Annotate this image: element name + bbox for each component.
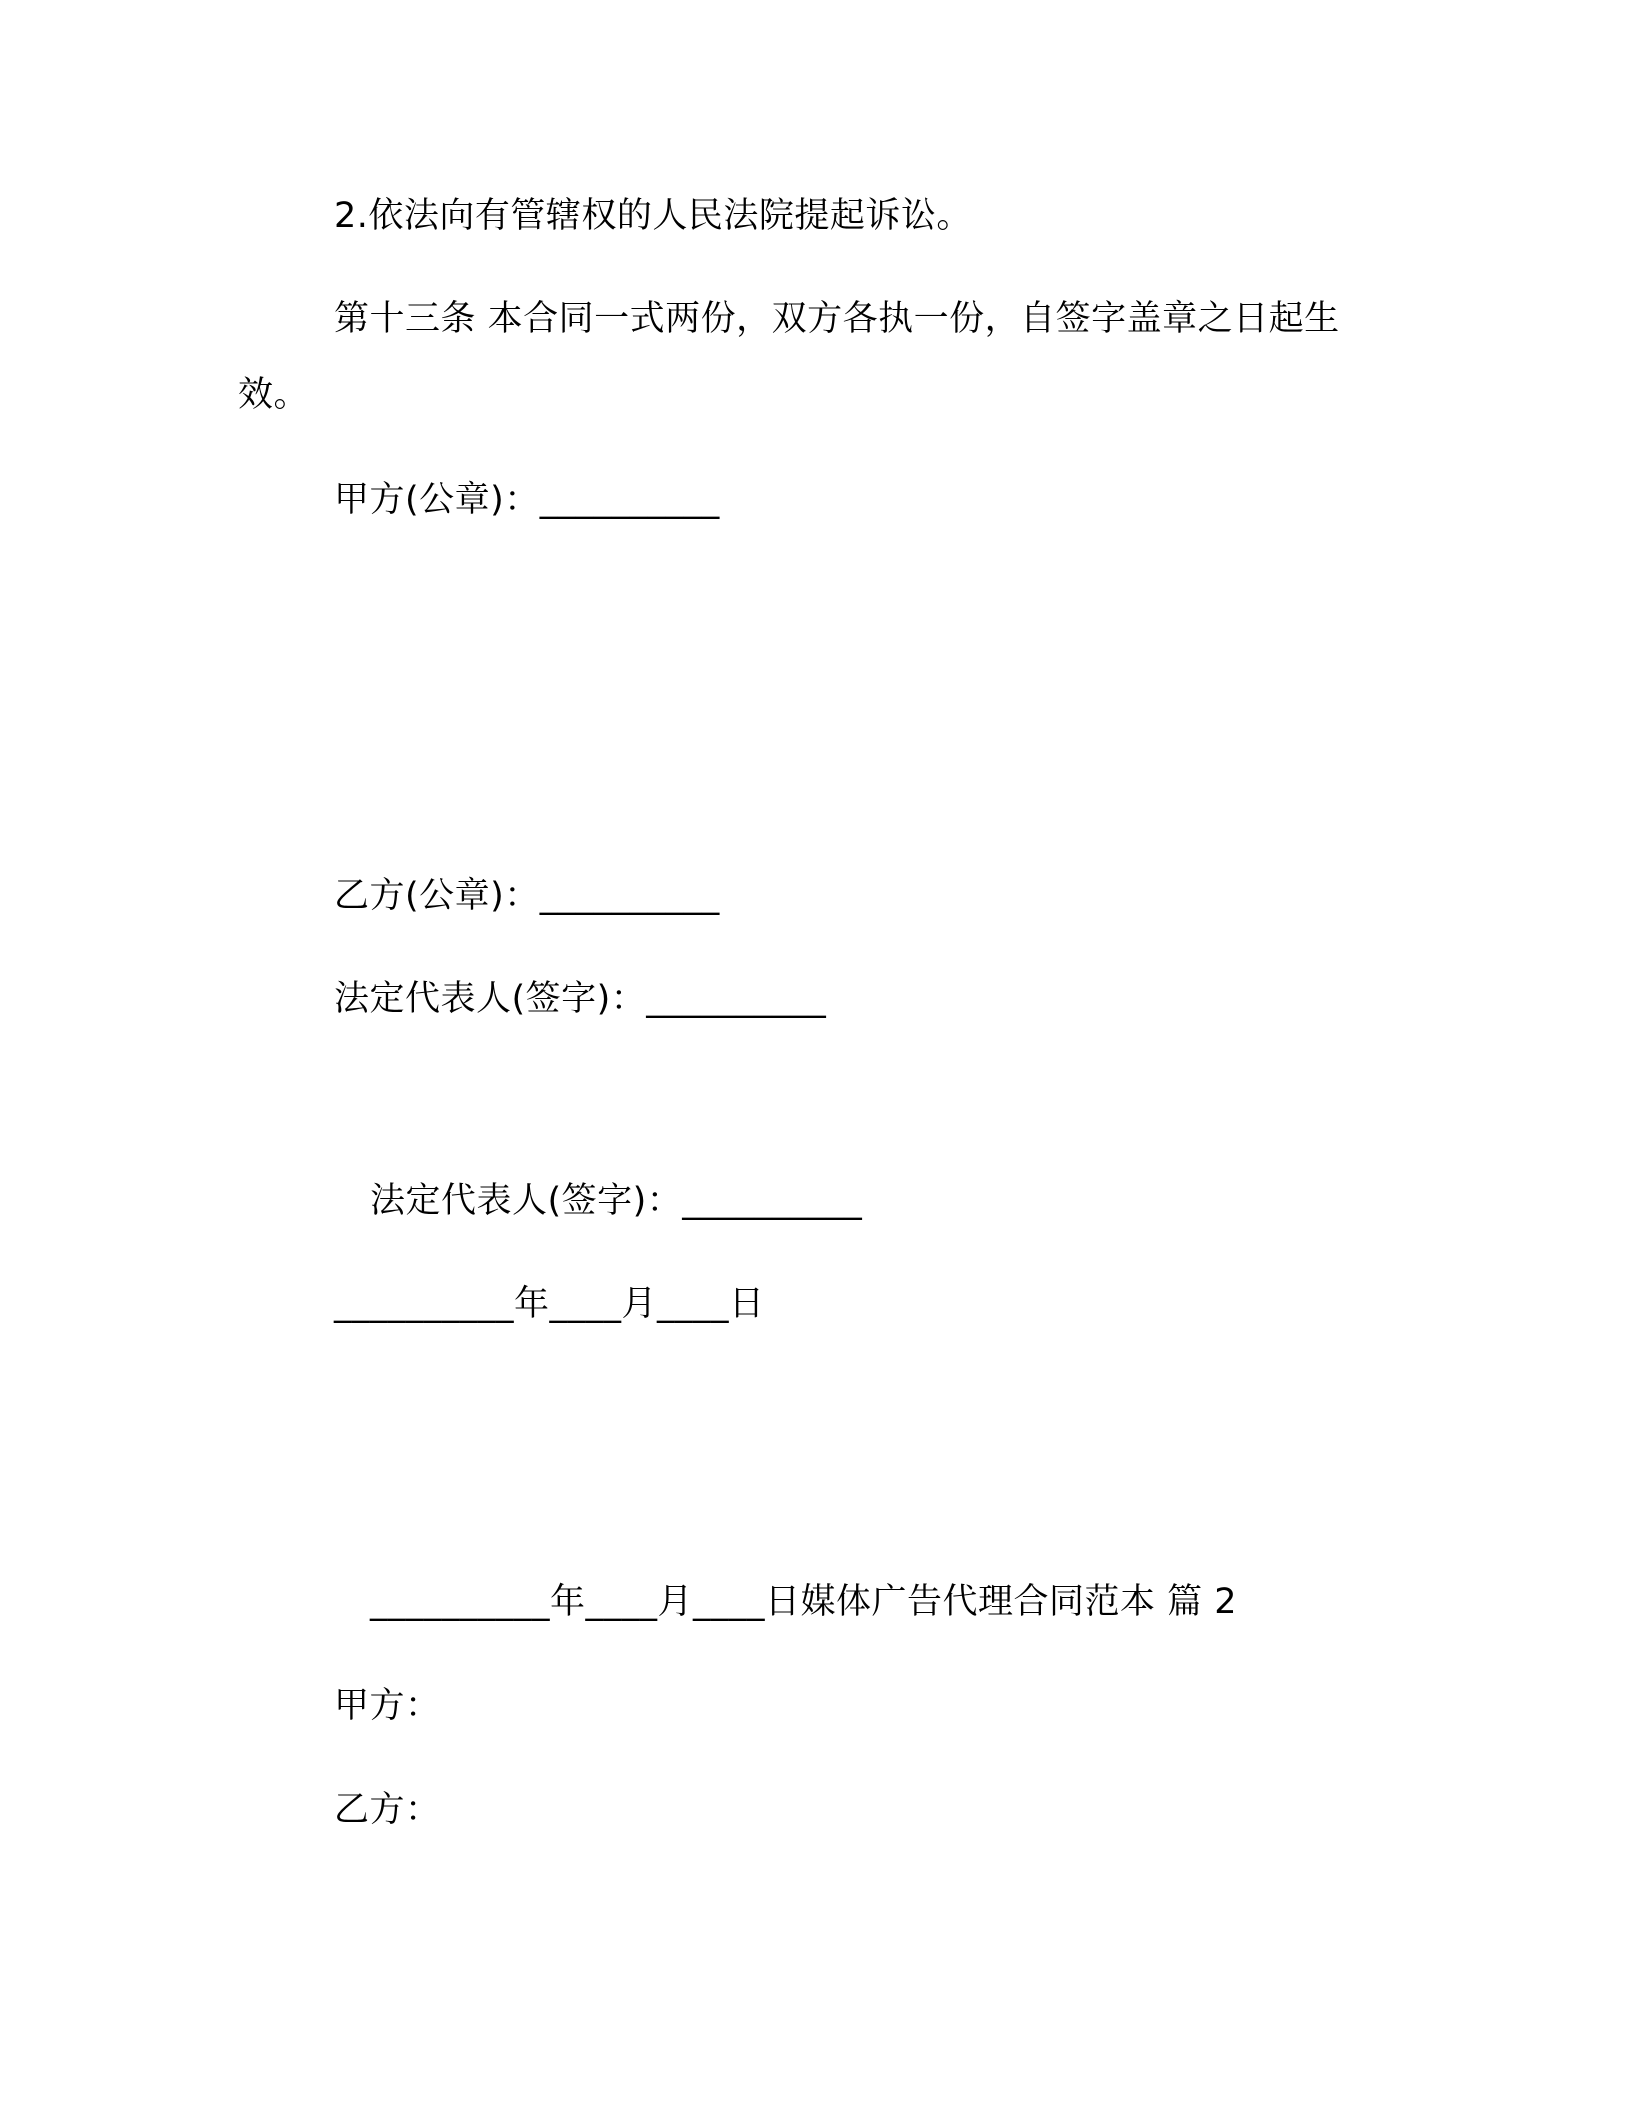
- next-contract-title: __________年____月____日媒体广告代理合同范本 篇 2: [370, 1582, 1238, 1622]
- clause-13-line-2: 效。: [238, 375, 310, 415]
- party-b-seal-line: 乙方(公章)：__________: [334, 876, 720, 916]
- legal-rep-signature-line-1: 法定代表人(签字)：__________: [334, 979, 827, 1019]
- next-party-a-label: 甲方：: [334, 1686, 441, 1726]
- party-a-seal-line: 甲方(公章)：__________: [334, 480, 720, 520]
- date-line: __________年____月____日: [334, 1284, 765, 1324]
- clause-13-line-1: 第十三条 本合同一式两份，双方各执一份，自签字盖章之日起生: [334, 299, 1340, 339]
- clause-12-item-2: 2.依法向有管辖权的人民法院提起诉讼。: [334, 196, 972, 236]
- legal-rep-signature-line-2: 法定代表人(签字)：__________: [370, 1181, 863, 1221]
- next-party-b-label: 乙方：: [334, 1790, 441, 1830]
